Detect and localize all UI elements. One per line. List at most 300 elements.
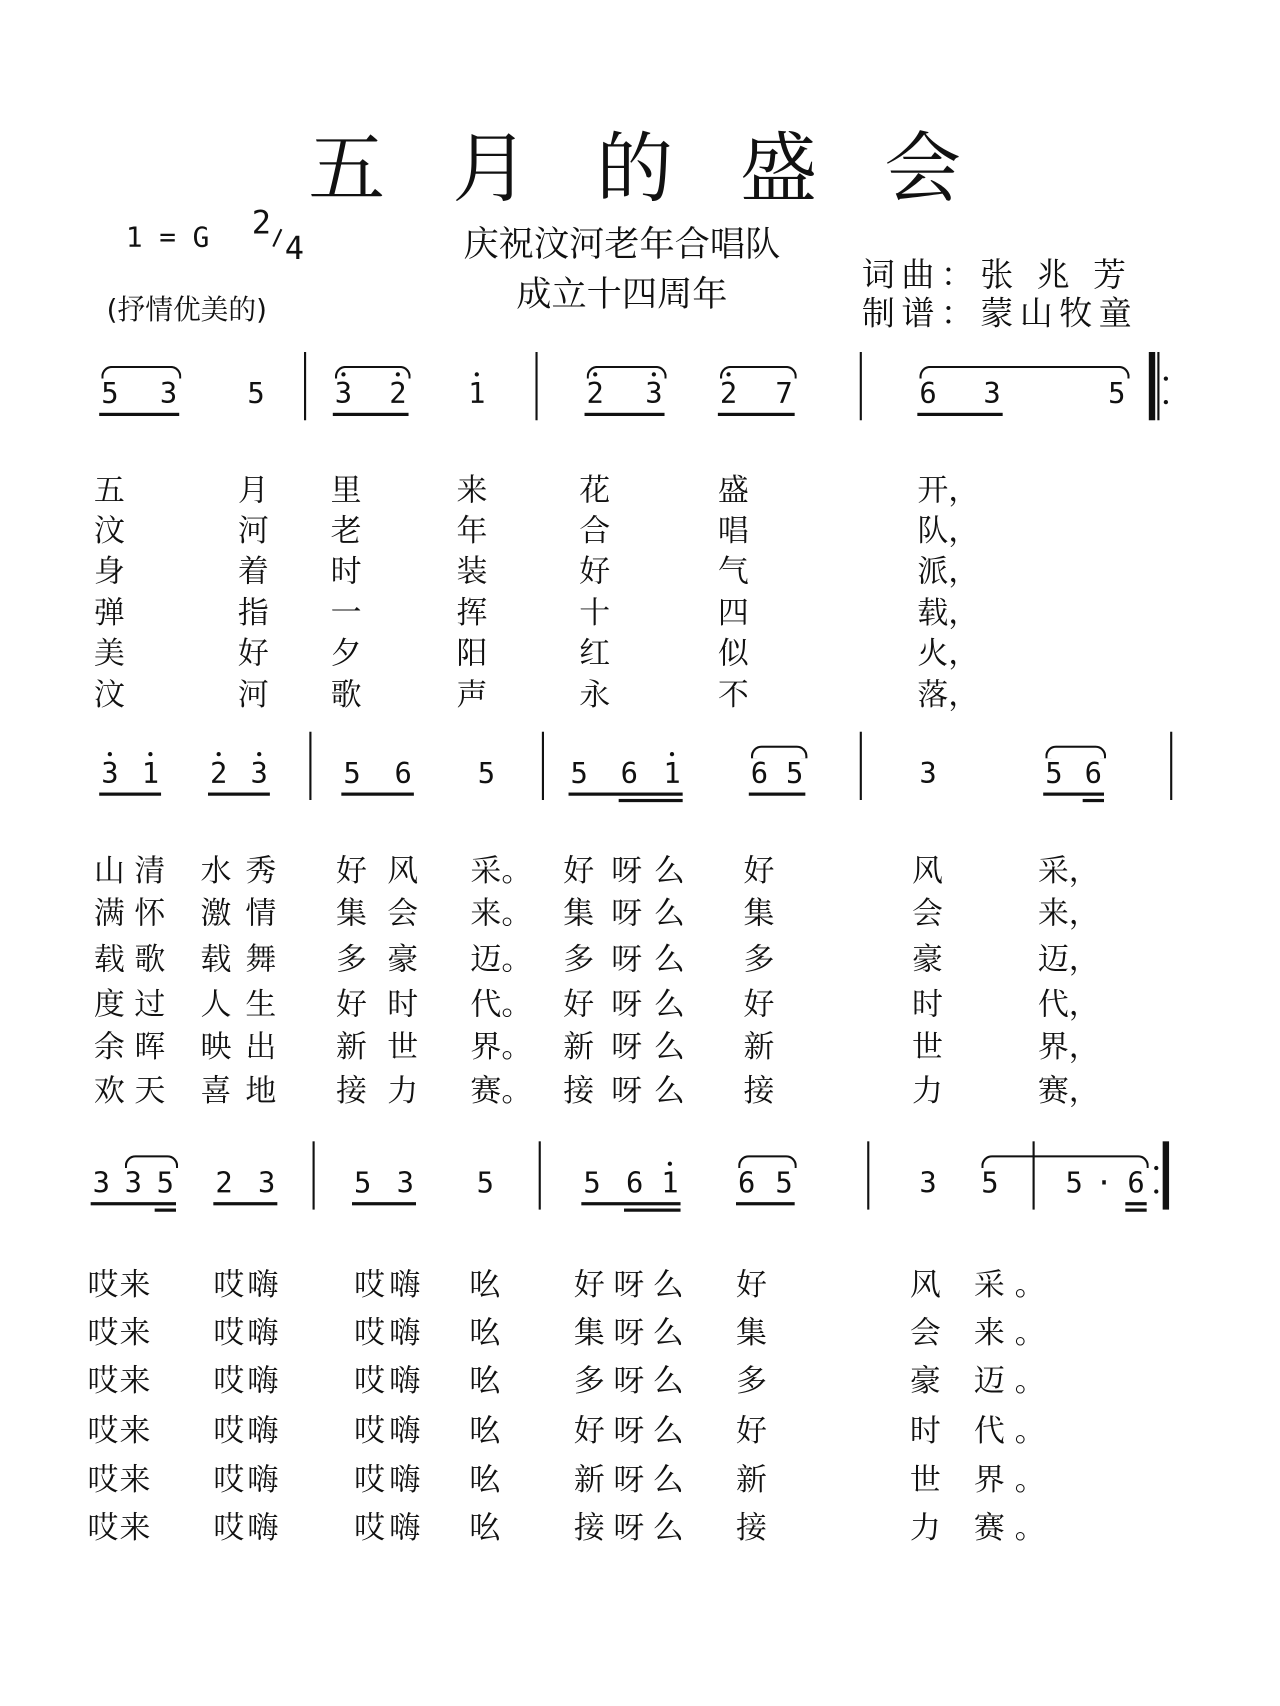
lyric-syllable: 开， — [917, 471, 980, 508]
lyric-syllable: 接 — [573, 1509, 605, 1546]
lyric-syllable: 好 — [743, 985, 775, 1022]
lyric-syllable: 哎 — [87, 1266, 119, 1303]
lyric-syllable: 人 — [200, 985, 232, 1022]
lyric-syllable: 来， — [1037, 894, 1100, 932]
barline — [535, 352, 537, 420]
lyric-syllable: 红 — [579, 634, 611, 671]
lyric-syllable: 么 — [652, 1412, 684, 1449]
jianpu-note: 6 — [625, 1166, 644, 1201]
lyric-syllable: 吆 — [469, 1509, 501, 1546]
barline — [1033, 1141, 1035, 1209]
jianpu-note: 5 — [1045, 757, 1063, 791]
lyric-syllable: 哎 — [354, 1266, 386, 1303]
lyric-syllable: 嗨 — [247, 1314, 279, 1351]
duration-underline — [333, 413, 409, 416]
lyric-syllable: 哎 — [213, 1461, 245, 1498]
title-char: 五 — [308, 123, 386, 214]
lyric-syllable: 多 — [736, 1362, 767, 1399]
lyric-syllable: 身 — [93, 552, 125, 589]
tempo-marking: (抒情优美的) — [106, 294, 267, 327]
lyric-syllable: 哎 — [213, 1509, 245, 1546]
octave-dot-above — [148, 752, 152, 756]
duration-underline — [624, 1209, 681, 1212]
lyric-syllable: 时 — [909, 1412, 941, 1449]
barline — [309, 732, 311, 800]
lyric-syllable: 晖 — [134, 1028, 166, 1065]
jianpu-note: 1 — [468, 377, 486, 411]
duration-underline — [1125, 1202, 1146, 1205]
lyric-syllable: 么 — [652, 1314, 684, 1351]
lyric-syllable: 满 — [93, 894, 125, 932]
lyric-syllable: 好 — [743, 852, 775, 889]
lyric-syllable: 么 — [652, 1461, 684, 1498]
barline — [313, 1141, 315, 1209]
lyric-syllable: 呀 — [613, 1362, 645, 1399]
barline — [304, 352, 306, 420]
lyric-syllable: 哎 — [213, 1314, 245, 1351]
time-signature-slash — [272, 229, 282, 247]
lyric-syllable: 多 — [336, 940, 367, 978]
lyric-syllable: 呀 — [613, 1314, 645, 1351]
jianpu-note: 3 — [645, 377, 663, 411]
lyric-syllable: 哎 — [87, 1412, 119, 1449]
lyric-syllable: 呀 — [611, 1028, 643, 1065]
lyric-syllable: 哎 — [87, 1509, 119, 1546]
jianpu-note: 1 — [141, 757, 160, 791]
lyric-syllable: 似 — [717, 634, 749, 671]
jianpu-note: 5 — [1065, 1166, 1083, 1201]
lyric-syllable: 接 — [336, 1072, 367, 1109]
slur — [101, 366, 181, 379]
lyric-syllable: 嗨 — [389, 1509, 421, 1546]
lyric-syllable: 好 — [563, 852, 595, 889]
jianpu-note: 5 — [775, 1166, 793, 1201]
lyric-syllable: 好 — [736, 1412, 767, 1449]
lyric-syllable: 合 — [579, 512, 611, 549]
lyric-syllable: 吆 — [469, 1461, 501, 1498]
jianpu-note: 3 — [124, 1166, 143, 1201]
lyric-syllable: 么 — [653, 1072, 685, 1109]
lyric-syllable: 哎 — [213, 1362, 245, 1399]
slur — [720, 366, 797, 379]
duration-underline — [1125, 1209, 1146, 1212]
lyric-syllable: 世 — [912, 1028, 943, 1065]
repeat-dot — [1164, 377, 1168, 381]
lyric-syllable: 嗨 — [247, 1461, 279, 1498]
lyric-syllable: 嗨 — [247, 1509, 279, 1546]
lyric-syllable: 采， — [1037, 852, 1100, 889]
lyric-syllable: 代 。 — [973, 1412, 1046, 1449]
jianpu-note: 3 — [334, 377, 353, 411]
jianpu-note: 7 — [775, 377, 793, 411]
lyric-syllable: 四 — [717, 594, 749, 631]
duration-underline — [718, 413, 795, 416]
lyric-syllable: 么 — [653, 894, 685, 932]
lyric-syllable: 花 — [579, 471, 611, 508]
lyric-syllable: 风 — [909, 1266, 941, 1303]
lyric-syllable: 出 — [245, 1028, 277, 1065]
lyric-syllable: 河 — [237, 512, 269, 549]
lyric-syllable: 火， — [917, 634, 980, 671]
lyric-syllable: 水 — [200, 852, 232, 889]
lyric-syllable: 歌 — [330, 676, 362, 713]
lyric-syllable: 呀 — [611, 894, 643, 932]
lyric-syllable: 永 — [579, 676, 611, 713]
lyric-syllable: 好 — [573, 1412, 605, 1449]
jianpu-note: 5 — [981, 1166, 999, 1201]
lyric-syllable: 欢 — [93, 1072, 125, 1109]
lyric-syllable: 么 — [653, 985, 685, 1022]
duration-underline — [581, 1202, 680, 1205]
lyric-syllable: 吆 — [469, 1362, 501, 1399]
lyric-syllable: 新 — [573, 1461, 605, 1498]
jianpu-note: 5 — [1108, 377, 1126, 411]
lyric-syllable: 接 — [736, 1509, 767, 1546]
lyric-syllable: 秀 — [245, 852, 277, 889]
lyric-syllable: 好 — [336, 852, 367, 889]
lyric-syllable: 来 — [119, 1314, 151, 1351]
key-signature: 1 = G — [125, 221, 210, 254]
lyric-syllable: 迈 。 — [973, 1362, 1046, 1399]
lyric-syllable: 舞 — [245, 940, 277, 978]
lyric-syllable: 来 — [119, 1412, 151, 1449]
repeat-barline-thick — [1149, 352, 1155, 420]
duration-underline — [213, 1202, 277, 1205]
jianpu-note: 6 — [1127, 1166, 1145, 1201]
lyric-syllable: 来。 — [470, 894, 533, 932]
lyric-syllable: 吆 — [469, 1314, 501, 1351]
lyric-syllable: 会 — [909, 1314, 941, 1351]
lyric-syllable: 汶 — [93, 676, 125, 713]
jianpu-note: 6 — [620, 757, 639, 791]
lyric-syllable: 好 — [736, 1266, 767, 1303]
lyric-syllable: 山 — [93, 852, 125, 889]
duration-underline — [99, 413, 179, 416]
lyric-syllable: 么 — [652, 1362, 684, 1399]
lyric-syllable: 呀 — [613, 1461, 645, 1498]
lyric-syllable: 生 — [245, 985, 277, 1022]
title-char: 会 — [884, 123, 962, 214]
slur — [125, 1155, 178, 1168]
octave-dot-above — [670, 752, 674, 756]
repeat-dot — [1154, 1166, 1158, 1170]
lyric-syllable: 清 — [134, 852, 166, 889]
title-char: 月 — [452, 123, 530, 214]
lyric-syllable: 嗨 — [247, 1266, 279, 1303]
subtitle-line-1: 庆祝汶河老年合唱队 — [463, 222, 781, 265]
lyric-syllable: 会 — [387, 894, 419, 932]
duration-underline — [208, 793, 270, 796]
lyric-syllable: 来 — [119, 1461, 151, 1498]
lyric-syllable: 风 — [387, 852, 419, 889]
lyric-syllable: 载 — [200, 940, 232, 978]
lyric-syllable: 豪 — [912, 940, 943, 978]
lyric-syllable: 余 — [93, 1028, 125, 1065]
jianpu-note: 6 — [1084, 757, 1103, 791]
duration-underline — [569, 793, 683, 796]
transcriber-credit: 制谱：蒙山牧童 — [861, 294, 1139, 333]
jianpu-note: 2 — [719, 377, 738, 411]
duration-underline — [585, 413, 665, 416]
lyric-syllable: 队， — [917, 512, 980, 549]
lyric-syllable: 么 — [652, 1509, 684, 1546]
lyric-syllable: 代， — [1037, 985, 1100, 1022]
lyric-syllable: 美 — [93, 634, 125, 671]
lyric-syllable: 哎 — [354, 1314, 386, 1351]
lyric-syllable: 呀 — [611, 940, 643, 978]
jianpu-note: 5 — [247, 377, 265, 411]
lyric-syllable: 代。 — [470, 985, 533, 1022]
slur — [751, 746, 808, 759]
lyric-syllable: 迈， — [1037, 940, 1100, 978]
time-signature-bottom: 4 — [284, 230, 305, 268]
jianpu-note: 5 — [101, 377, 119, 411]
jianpu-note: 3 — [919, 757, 937, 791]
lyric-syllable: 喜 — [200, 1072, 232, 1109]
jianpu-note: 2 — [209, 757, 228, 791]
lyric-syllable: 新 — [743, 1028, 775, 1065]
lyric-syllable: 来 — [119, 1362, 151, 1399]
lyric-syllable: 五 — [93, 471, 125, 508]
lyric-syllable: 来 — [119, 1266, 151, 1303]
lyric-syllable: 新 — [563, 1028, 595, 1065]
lyric-syllable: 河 — [237, 676, 269, 713]
lyric-syllable: 赛， — [1037, 1072, 1100, 1109]
jianpu-note: 3 — [983, 377, 1001, 411]
lyric-syllable: 么 — [652, 1266, 684, 1303]
duration-underline — [736, 1202, 795, 1205]
slur — [981, 1155, 1148, 1168]
lyric-syllable: 界 。 — [973, 1461, 1046, 1498]
lyric-syllable: 气 — [717, 552, 749, 589]
lyric-syllable: 呀 — [611, 852, 643, 889]
lyric-syllable: 世 — [387, 1028, 419, 1065]
jianpu-note: 3 — [396, 1166, 415, 1201]
lyric-syllable: 好 — [237, 634, 269, 671]
jianpu-note: 1 — [661, 1166, 679, 1201]
lyric-syllable: 哎 — [87, 1362, 119, 1399]
lyric-syllable: 时 — [387, 985, 419, 1022]
duration-underline — [1043, 793, 1104, 796]
duration-underline — [99, 793, 161, 796]
lyric-syllable: 风 — [912, 852, 943, 889]
lyric-syllable: 天 — [134, 1072, 166, 1109]
lyric-syllable: 嗨 — [389, 1266, 421, 1303]
duration-underline — [341, 793, 414, 796]
lyric-syllable: 年 — [456, 512, 488, 549]
duration-underline — [155, 1209, 176, 1212]
lyric-syllable: 新 — [336, 1028, 367, 1065]
slur — [738, 1155, 797, 1168]
slur — [587, 366, 667, 379]
jianpu-note: 5 — [477, 757, 496, 791]
lyric-syllable: 时 — [912, 985, 943, 1022]
jianpu-note: 3 — [919, 1166, 937, 1201]
slur — [1045, 746, 1106, 759]
lyric-syllable: 么 — [653, 852, 685, 889]
lyric-syllable: 呀 — [611, 1072, 643, 1109]
lyric-syllable: 唱 — [717, 512, 749, 549]
jianpu-note: 5 — [785, 757, 804, 791]
jianpu-note: 2 — [215, 1166, 233, 1201]
duration-underline — [91, 1202, 176, 1205]
jianpu-note: 2 — [586, 377, 604, 411]
lyric-syllable: 载， — [917, 594, 980, 631]
duration-underline — [1083, 799, 1104, 802]
barline — [867, 1141, 869, 1209]
barline — [542, 732, 544, 800]
jianpu-note: 5 — [353, 1166, 372, 1201]
lyric-syllable: 老 — [330, 512, 362, 549]
lyric-syllable: 嗨 — [389, 1412, 421, 1449]
lyric-syllable: 多 — [573, 1362, 605, 1399]
octave-dot-above — [108, 752, 112, 756]
lyric-syllable: 集 — [736, 1314, 767, 1351]
lyric-syllable: 多 — [563, 940, 595, 978]
barline — [1170, 732, 1172, 800]
subtitle-line-2: 成立十四周年 — [516, 273, 728, 315]
lyric-syllable: 歌 — [134, 940, 166, 978]
lyric-syllable: 弹 — [93, 594, 125, 631]
title-char: 盛 — [740, 123, 818, 214]
jianpu-note: 5 — [343, 757, 361, 791]
lyric-syllable: 世 — [909, 1461, 941, 1498]
slur — [919, 366, 1129, 379]
lyric-syllable: 映 — [200, 1028, 232, 1065]
jianpu-note: 5 — [570, 757, 588, 791]
lyric-syllable: 赛 。 — [973, 1509, 1046, 1546]
lyric-syllable: 吆 — [469, 1266, 501, 1303]
lyric-syllable: 么 — [653, 1028, 685, 1065]
lyric-syllable: 盛 — [717, 471, 749, 508]
lyric-syllable: 度 — [93, 985, 125, 1022]
lyric-syllable: 多 — [743, 940, 775, 978]
lyric-syllable: 汶 — [93, 512, 125, 549]
lyric-syllable: 集 — [743, 894, 775, 932]
lyric-syllable: 哎 — [354, 1412, 386, 1449]
barline — [860, 732, 862, 800]
lyric-syllable: 赛。 — [470, 1072, 533, 1109]
lyric-syllable: 里 — [330, 471, 362, 508]
lyric-syllable: 呀 — [613, 1509, 645, 1546]
jianpu-note: 3 — [250, 757, 268, 791]
lyric-syllable: 指 — [237, 594, 269, 631]
lyric-syllable: 呀 — [611, 985, 643, 1022]
lyric-syllable: 装 — [456, 552, 488, 589]
lyric-syllable: 时 — [330, 552, 362, 589]
final-barline — [1163, 1141, 1169, 1209]
duration-underline — [749, 793, 806, 796]
lyric-syllable: 十 — [579, 594, 611, 631]
barline — [860, 352, 862, 420]
jianpu-note: 6 — [394, 757, 412, 791]
lyric-syllable: 载 — [93, 940, 125, 978]
lyric-syllable: 好 — [563, 985, 595, 1022]
duration-underline — [619, 799, 683, 802]
lyric-syllable: 来 。 — [973, 1314, 1046, 1351]
lyric-syllable: 哎 — [213, 1266, 245, 1303]
lyric-syllable: 夕 — [330, 634, 362, 671]
time-signature-top: 2 — [251, 204, 272, 243]
lyric-syllable: 地 — [245, 1072, 277, 1109]
lyric-syllable: 吆 — [469, 1412, 501, 1449]
jianpu-note: 2 — [389, 377, 407, 411]
jianpu-note: 5 — [476, 1166, 495, 1201]
lyric-syllable: 声 — [456, 676, 488, 713]
lyric-syllable: 情 — [245, 894, 277, 932]
lyric-syllable: 激 — [200, 894, 232, 932]
lyric-syllable: 落， — [917, 676, 980, 713]
lyric-syllable: 么 — [653, 940, 685, 978]
jianpu-note: · — [1095, 1166, 1113, 1201]
lyric-syllable: 好 — [336, 985, 367, 1022]
lyric-syllable: 来 — [456, 471, 488, 508]
lyric-syllable: 一 — [330, 594, 362, 631]
duration-underline — [352, 1202, 416, 1205]
lyric-syllable: 迈。 — [470, 940, 533, 978]
octave-dot-above — [217, 752, 221, 756]
jianpu-note: 1 — [663, 757, 681, 791]
lyric-syllable: 过 — [134, 985, 166, 1022]
lyric-syllable: 呀 — [613, 1412, 645, 1449]
octave-dot-above — [257, 752, 261, 756]
lyric-syllable: 豪 — [387, 940, 419, 978]
title-char: 的 — [596, 123, 674, 214]
lyric-syllable: 界。 — [470, 1028, 533, 1065]
lyric-syllable: 哎 — [354, 1509, 386, 1546]
lyric-syllable: 嗨 — [247, 1412, 279, 1449]
lyric-syllable: 派， — [917, 552, 980, 589]
lyric-syllable: 力 — [909, 1509, 941, 1546]
lyric-syllable: 嗨 — [389, 1362, 421, 1399]
lyric-syllable: 阳 — [456, 634, 488, 671]
lyric-syllable: 新 — [736, 1461, 767, 1498]
lyric-syllable: 着 — [237, 552, 269, 589]
lyric-syllable: 好 — [579, 552, 611, 589]
jianpu-note: 6 — [750, 757, 769, 791]
lyric-syllable: 采 。 — [973, 1266, 1046, 1303]
duration-underline — [917, 413, 1002, 416]
jianpu-note: 3 — [92, 1166, 111, 1201]
octave-dot-above — [668, 1162, 672, 1166]
lyric-syllable: 哎 — [213, 1412, 245, 1449]
lyric-syllable: 哎 — [354, 1362, 386, 1399]
lyric-syllable: 呀 — [613, 1266, 645, 1303]
lyric-syllable: 界， — [1037, 1028, 1100, 1065]
lyric-syllable: 来 — [119, 1509, 151, 1546]
barline — [539, 1141, 541, 1209]
repeat-barline-thin — [1157, 352, 1159, 420]
lyric-syllable: 好 — [573, 1266, 605, 1303]
lyric-syllable: 哎 — [354, 1461, 386, 1498]
jianpu-note: 5 — [583, 1166, 601, 1201]
lyric-syllable: 力 — [912, 1072, 943, 1109]
lyric-syllable: 接 — [743, 1072, 775, 1109]
lyric-syllable: 哎 — [87, 1314, 119, 1351]
slur — [335, 366, 411, 379]
lyric-syllable: 哎 — [87, 1461, 119, 1498]
lyric-syllable: 接 — [563, 1072, 595, 1109]
lyric-syllable: 豪 — [909, 1362, 941, 1399]
lyric-syllable: 月 — [237, 471, 269, 508]
repeat-dot — [1154, 1189, 1158, 1193]
lyric-syllable: 力 — [387, 1072, 419, 1109]
lyric-syllable: 嗨 — [247, 1362, 279, 1399]
jianpu-note: 5 — [156, 1166, 175, 1201]
jianpu-note: 3 — [101, 757, 119, 791]
octave-dot-above — [475, 372, 479, 376]
jianpu-note: 3 — [257, 1166, 276, 1201]
